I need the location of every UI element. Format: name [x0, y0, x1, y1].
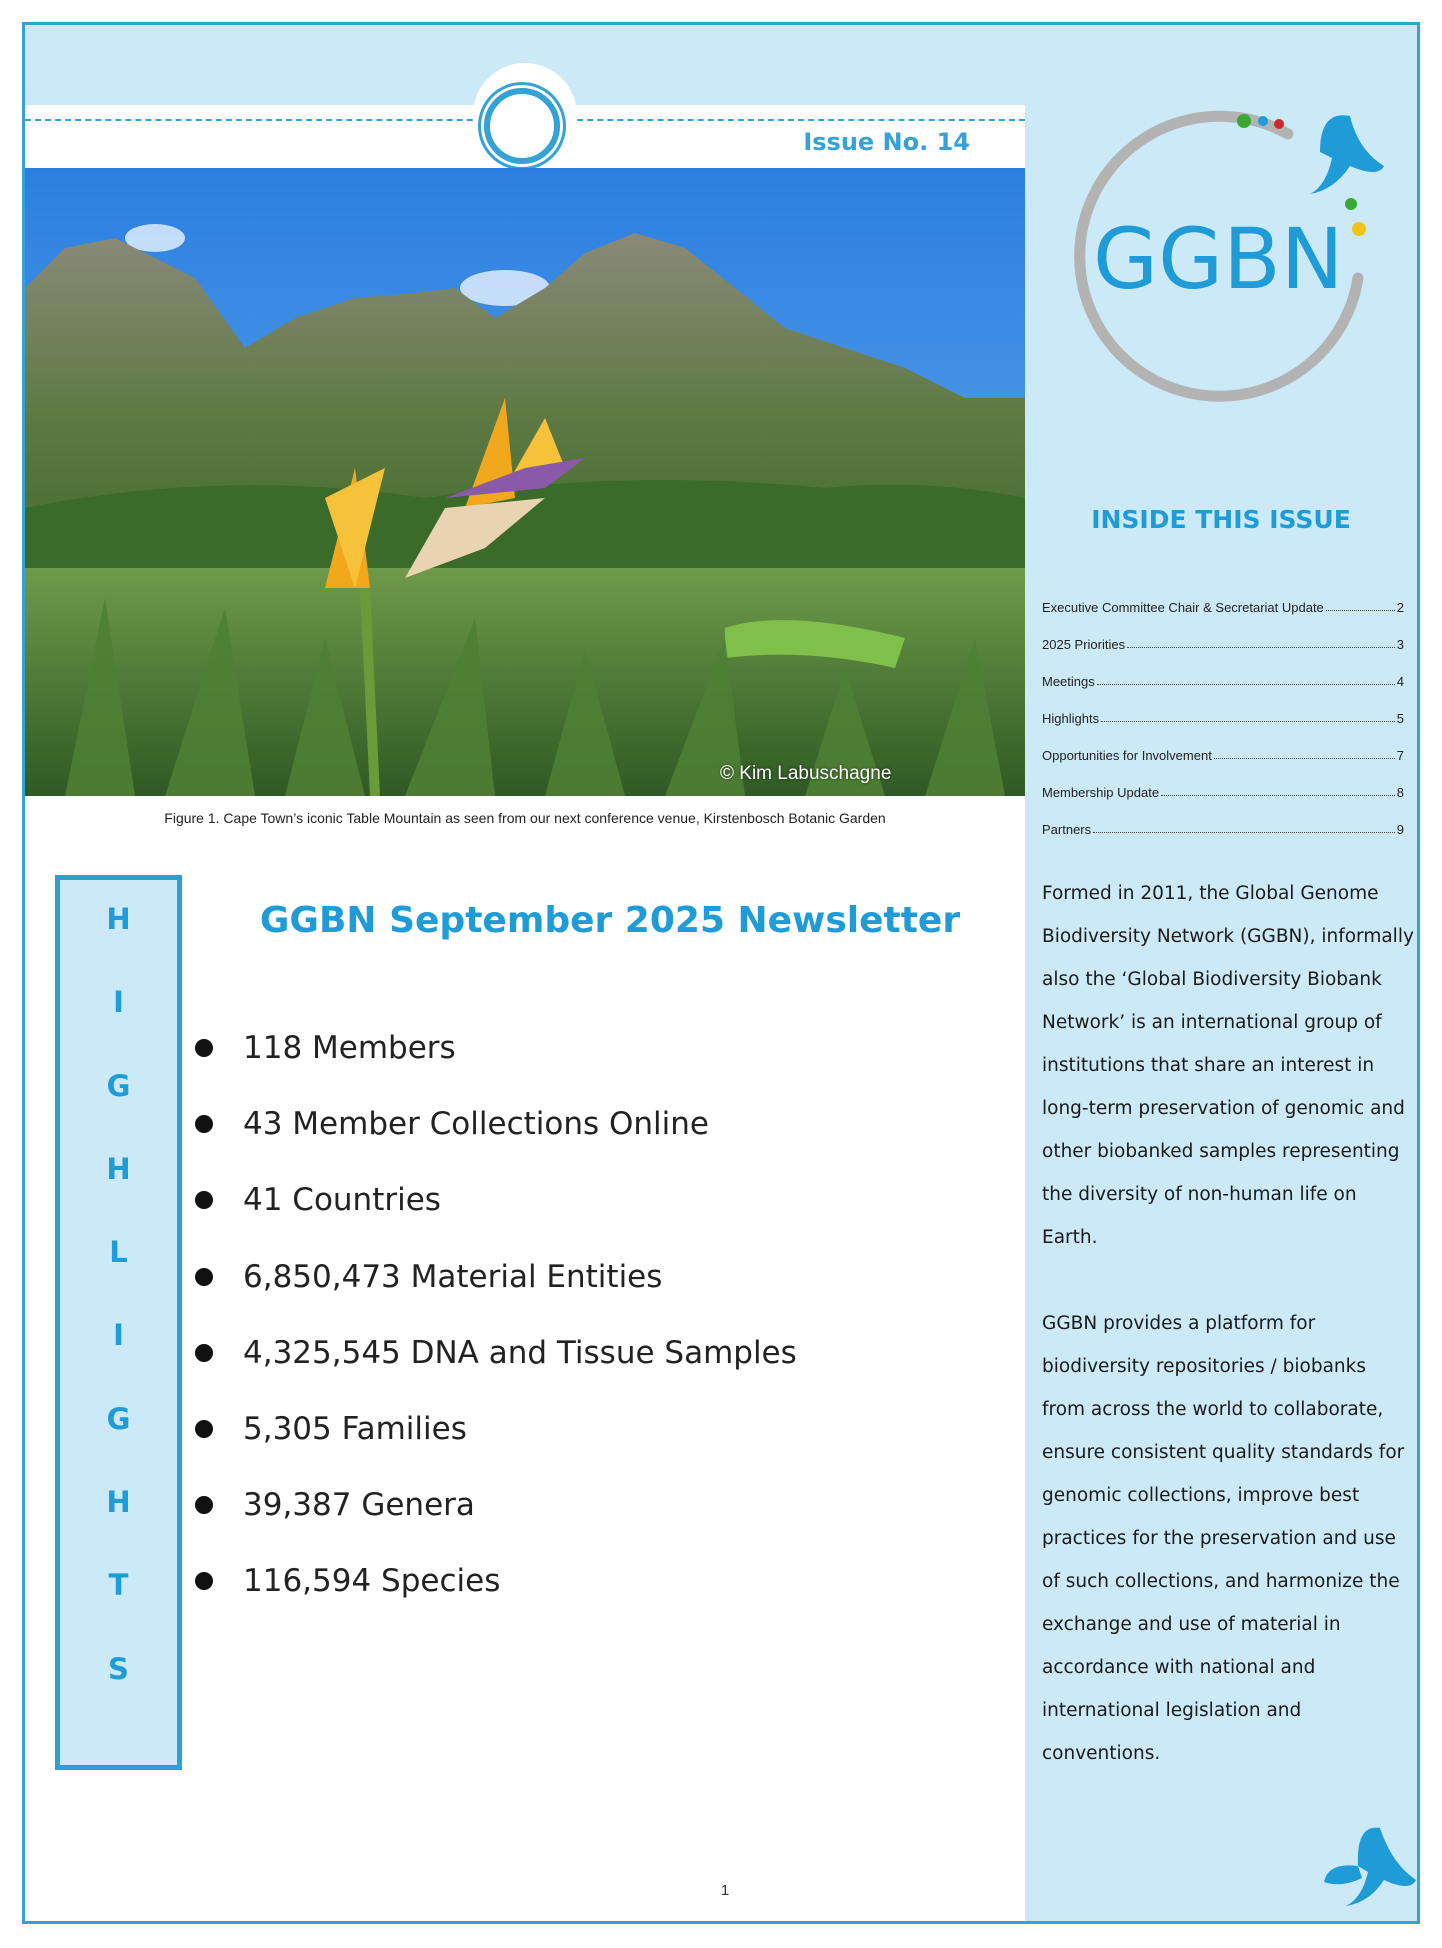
- about-paragraph-1: Formed in 2011, the Global Genome Biodiversity Network (GGBN), informally also the ‘Global Biodiversity Biobank Network’ is an international group of institutions that share an interest in long-term preservation of genomic and other biobanked samples representing the diversity of non-human life on Earth.: [1042, 883, 1414, 1248]
- cover-photo: [25, 168, 1025, 796]
- highlight-letter: H: [106, 1485, 131, 1520]
- bullet-icon: [195, 1039, 213, 1057]
- stat-item: 4,325,545 DNA and Tissue Samples: [195, 1315, 975, 1391]
- logo-text: GGBN: [1093, 210, 1344, 308]
- toc-item[interactable]: Partners 9: [1042, 822, 1404, 837]
- toc-item[interactable]: Executive Committee Chair & Secretariat Update 2: [1042, 600, 1404, 615]
- bullet-icon: [195, 1572, 213, 1590]
- highlight-letter: I: [113, 985, 124, 1020]
- butterfly-icon: [1318, 1822, 1418, 1917]
- about-paragraph-2: GGBN provides a platform for biodiversity repositories / biobanks from across the world to collaborate, ensure consistent quality standards for genomic collections, improve best practices for the preservation and use of such collections, and harmonize the exchange and use of material in accordance with national and international legislation and conventions.: [1042, 1313, 1405, 1764]
- bullet-icon: [195, 1344, 213, 1362]
- toc-item[interactable]: Membership Update 8: [1042, 785, 1404, 800]
- figure-caption: Figure 1. Cape Town’s iconic Table Mountain as seen from our next conference venue, Kirstenbosch Botanic Garden: [164, 810, 886, 826]
- highlight-letter: I: [113, 1318, 124, 1353]
- inside-this-issue-title: INSIDE THIS ISSUE: [1091, 505, 1351, 534]
- bullet-icon: [195, 1420, 213, 1438]
- stat-item: 5,305 Families: [195, 1391, 975, 1467]
- stat-item: 41 Countries: [195, 1162, 975, 1238]
- bullet-icon: [195, 1191, 213, 1209]
- stat-item: 39,387 Genera: [195, 1467, 975, 1543]
- toc-item[interactable]: Meetings 4: [1042, 674, 1404, 689]
- stat-item: 118 Members: [195, 1010, 975, 1086]
- page-number: 1: [720, 1882, 730, 1899]
- header-ring-icon: [484, 88, 560, 164]
- stat-item: 43 Member Collections Online: [195, 1086, 975, 1162]
- stat-item: 6,850,473 Material Entities: [195, 1239, 975, 1315]
- ggbn-logo: [1058, 98, 1388, 428]
- highlight-stats-list: [195, 1010, 975, 1620]
- highlight-letter: H: [106, 1151, 131, 1186]
- toc-item[interactable]: 2025 Priorities 3: [1042, 637, 1404, 652]
- highlight-letter: H: [106, 902, 131, 936]
- about-ggbn: [1042, 872, 1414, 1818]
- highlight-letter: S: [108, 1651, 129, 1686]
- highlight-letter: G: [106, 1068, 131, 1103]
- highlight-letter: L: [109, 1235, 128, 1270]
- highlight-letter: T: [108, 1568, 129, 1603]
- highlights-vertical-box: [55, 875, 182, 1770]
- bullet-icon: [195, 1268, 213, 1286]
- stat-item: 116,594 Species: [195, 1543, 975, 1619]
- bullet-icon: [195, 1115, 213, 1133]
- table-of-contents: [1042, 578, 1404, 837]
- highlight-letter: G: [106, 1401, 131, 1436]
- toc-item[interactable]: Highlights 5: [1042, 711, 1404, 726]
- newsletter-title: GGBN September 2025 Newsletter: [259, 900, 961, 941]
- photo-credit: © Kim Labuschagne: [720, 763, 892, 784]
- issue-number: Issue No. 14: [803, 128, 970, 156]
- bullet-icon: [195, 1496, 213, 1514]
- toc-item[interactable]: Opportunities for Involvement 7: [1042, 748, 1404, 763]
